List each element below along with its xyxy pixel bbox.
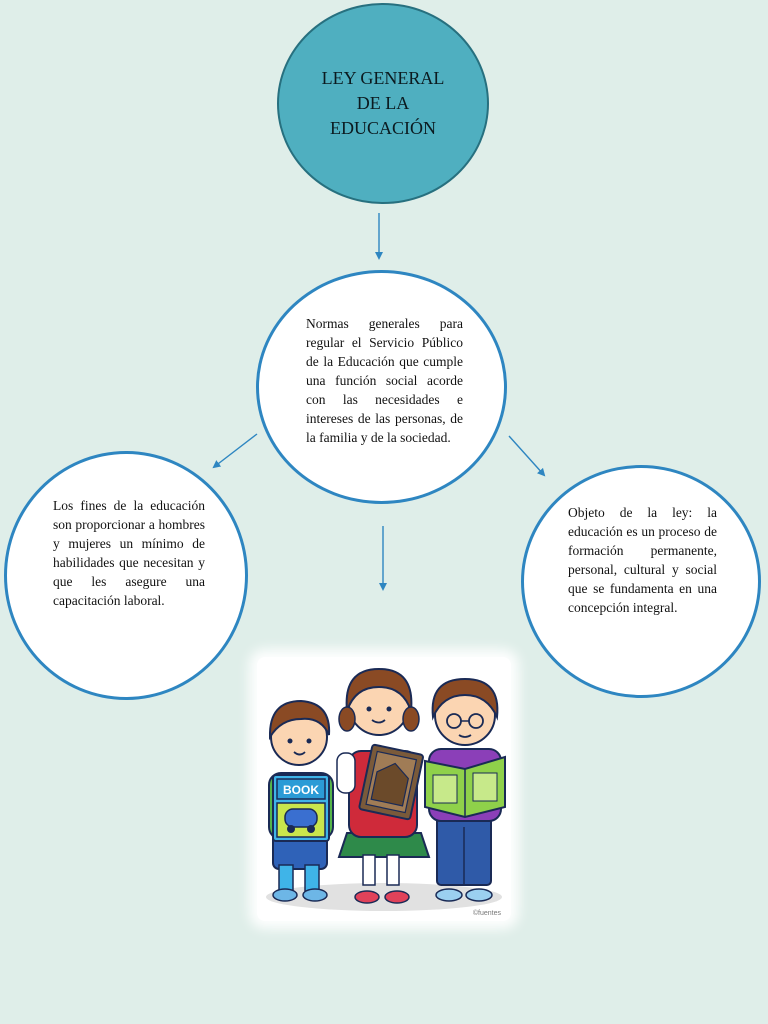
book-icon [273, 775, 329, 841]
right-node [521, 465, 761, 698]
girl-with-book [337, 669, 429, 903]
left-node [4, 451, 248, 700]
arrow-center-to-left [214, 434, 257, 467]
center-text: Normas generales para regular el Servicio Público de la Educación que cumple una función social acorde con las necesidades e intereses de las personas, de la familia y de la sociedad. [306, 316, 463, 445]
illustration-watermark: ©fuentes [472, 910, 501, 917]
title-node [277, 3, 489, 204]
boy-with-book [269, 701, 333, 901]
arrow-center-to-right [509, 436, 544, 475]
title-text: LEY GENERAL DE LA EDUCACIÓN [321, 68, 445, 138]
boy-with-glasses [425, 679, 505, 901]
right-text: Objeto de la ley: la educación es un proceso de formación permanente, personal, cultural y social que se fundamenta en una concepción integral. [568, 505, 717, 615]
book-label: BOOK [283, 783, 319, 797]
children-reading-illustration [257, 657, 511, 921]
center-node [256, 270, 507, 504]
left-text: Los fines de la educación son proporcionar a hombres y mujeres un mínimo de habilidades que necesitan y que les asegure una capacitación laboral. [53, 498, 205, 608]
